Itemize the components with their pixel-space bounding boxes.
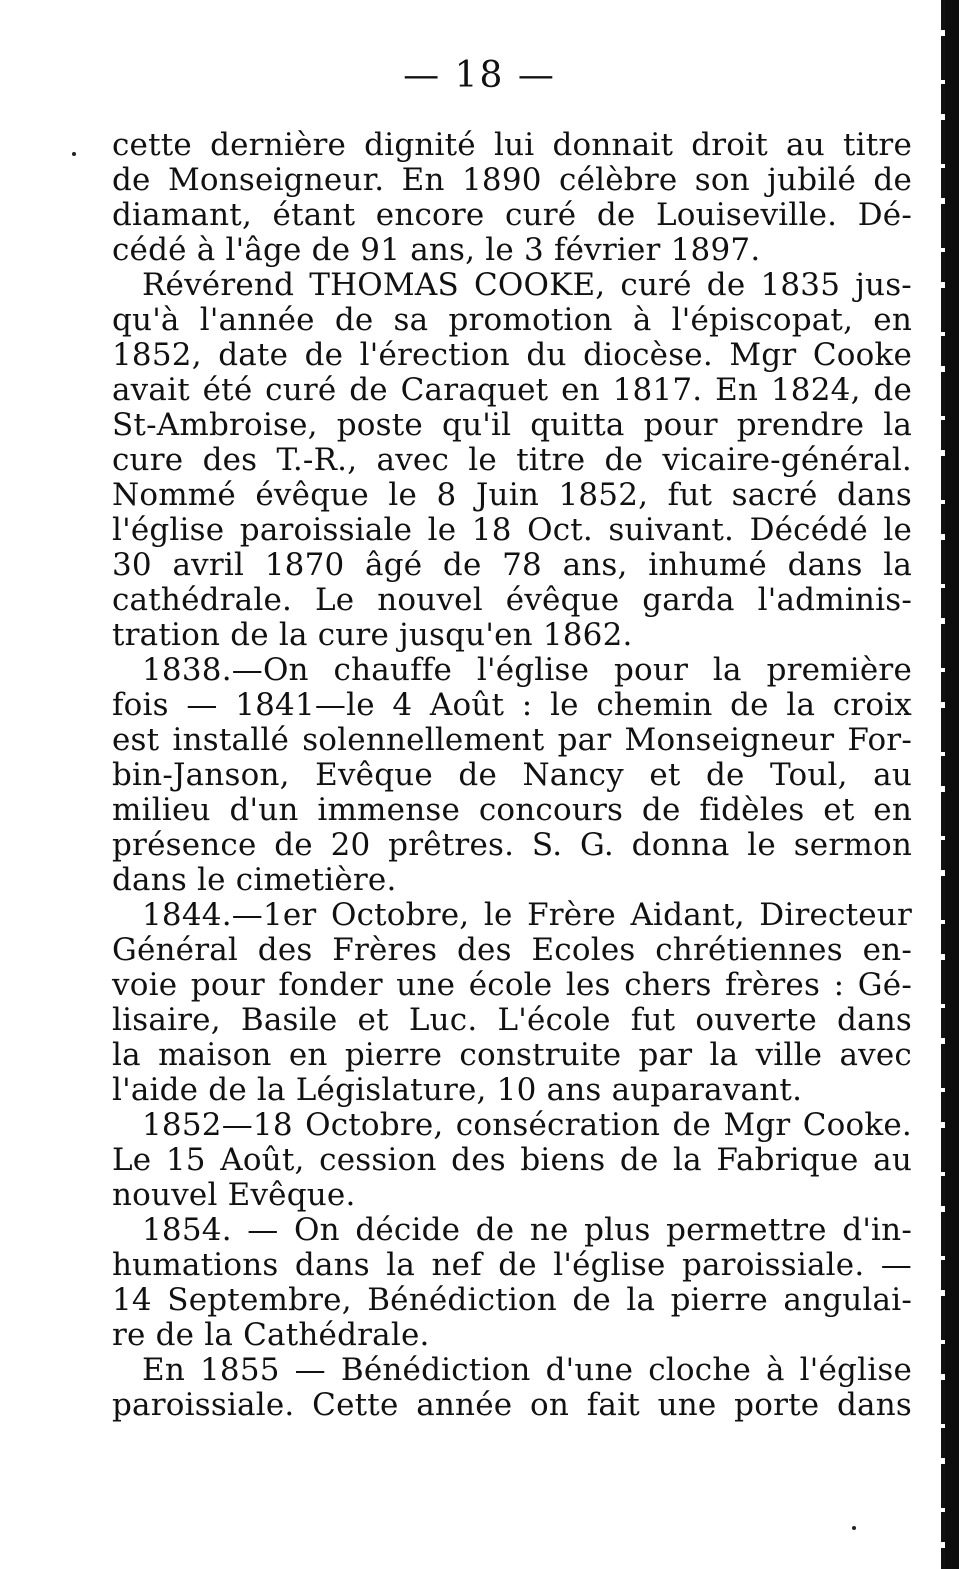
scan-binding-edge	[945, 0, 959, 1569]
paragraph	[112, 1108, 912, 1213]
text-line: 1852, date de l'érection du diocèse. Mgr Cooke	[112, 337, 912, 373]
paragraph	[112, 268, 912, 653]
text-line: l'aide de la Législature, 10 ans auparavant.	[112, 1072, 803, 1108]
text-line: paroissiale. Cette année on fait une porte dans	[112, 1387, 912, 1423]
paragraph	[112, 128, 912, 268]
page-number: — 18 —	[403, 55, 556, 96]
text-line: l'église paroissiale le 18 Oct. suivant. Décédé le	[112, 512, 912, 548]
text-line: qu'à l'année de sa promotion à l'épiscopat, en	[112, 302, 912, 338]
text-line: St-Ambroise, poste qu'il quitta pour prendre la	[112, 407, 912, 443]
text-line: voie pour fonder une école les chers frères : Gé-	[112, 967, 912, 1003]
paragraph	[112, 898, 912, 1108]
scan-speck	[72, 152, 76, 156]
text-line: re de la Cathédrale.	[112, 1317, 430, 1353]
text-line: Nommé évêque le 8 Juin 1852, fut sacré dans	[112, 477, 912, 513]
text-line: lisaire, Basile et Luc. L'école fut ouverte dans	[112, 1002, 912, 1038]
text-line: tration de la cure jusqu'en 1862.	[112, 617, 633, 653]
paragraph	[112, 1353, 912, 1423]
text-line: 1844.—1er Octobre, le Frère Aidant, Directeur	[142, 897, 912, 933]
text-line: 1838.—On chauffe l'église pour la première	[142, 652, 912, 688]
text-line: 1852—18 Octobre, consécration de Mgr Cooke.	[142, 1107, 912, 1143]
text-line: 30 avril 1870 âgé de 78 ans, inhumé dans la	[112, 547, 912, 583]
paragraph	[112, 653, 912, 898]
text-line: 14 Septembre, Bénédiction de la pierre angulai-	[112, 1282, 912, 1318]
text-line: En 1855 — Bénédiction d'une cloche à l'église	[142, 1352, 912, 1388]
text-line: humations dans la nef de l'église paroissiale. —	[112, 1247, 912, 1283]
text-line: de Monseigneur. En 1890 célèbre son jubilé de	[112, 162, 912, 198]
text-line: Général des Frères des Ecoles chrétiennes en-	[112, 932, 912, 968]
body-text	[112, 128, 912, 1423]
text-line: la maison en pierre construite par la ville avec	[112, 1037, 912, 1073]
text-line: 1854. — On décide de ne plus permettre d'in-	[142, 1212, 912, 1248]
text-line: bin-Janson, Evêque de Nancy et de Toul, au	[112, 757, 912, 793]
text-line: cathédrale. Le nouvel évêque garda l'adminis-	[112, 582, 912, 618]
text-line: Le 15 Août, cession des biens de la Fabrique au	[112, 1142, 912, 1178]
text-line: cure des T.-R., avec le titre de vicaire-général.	[112, 442, 912, 478]
text-line: présence de 20 prêtres. S. G. donna le sermon	[112, 827, 912, 863]
text-line: diamant, étant encore curé de Louiseville. Dé-	[112, 197, 912, 233]
text-line: milieu d'un immense concours de fidèles et en	[112, 792, 912, 828]
text-line: cette dernière dignité lui donnait droit au titre	[112, 127, 912, 163]
text-line: Révérend THOMAS COOKE, curé de 1835 jus-	[142, 267, 912, 303]
paragraph	[112, 1213, 912, 1353]
text-line: cédé à l'âge de 91 ans, le 3 février 1897.	[112, 232, 761, 268]
text-line: dans le cimetière.	[112, 862, 397, 898]
text-line: avait été curé de Caraquet en 1817. En 1824, de	[112, 372, 912, 408]
text-line: nouvel Evêque.	[112, 1177, 356, 1213]
text-line: fois — 1841—le 4 Août : le chemin de la croix	[112, 687, 912, 723]
scan-speck	[852, 1526, 856, 1530]
text-line: est installé solennellement par Monseigneur For-	[112, 722, 912, 758]
